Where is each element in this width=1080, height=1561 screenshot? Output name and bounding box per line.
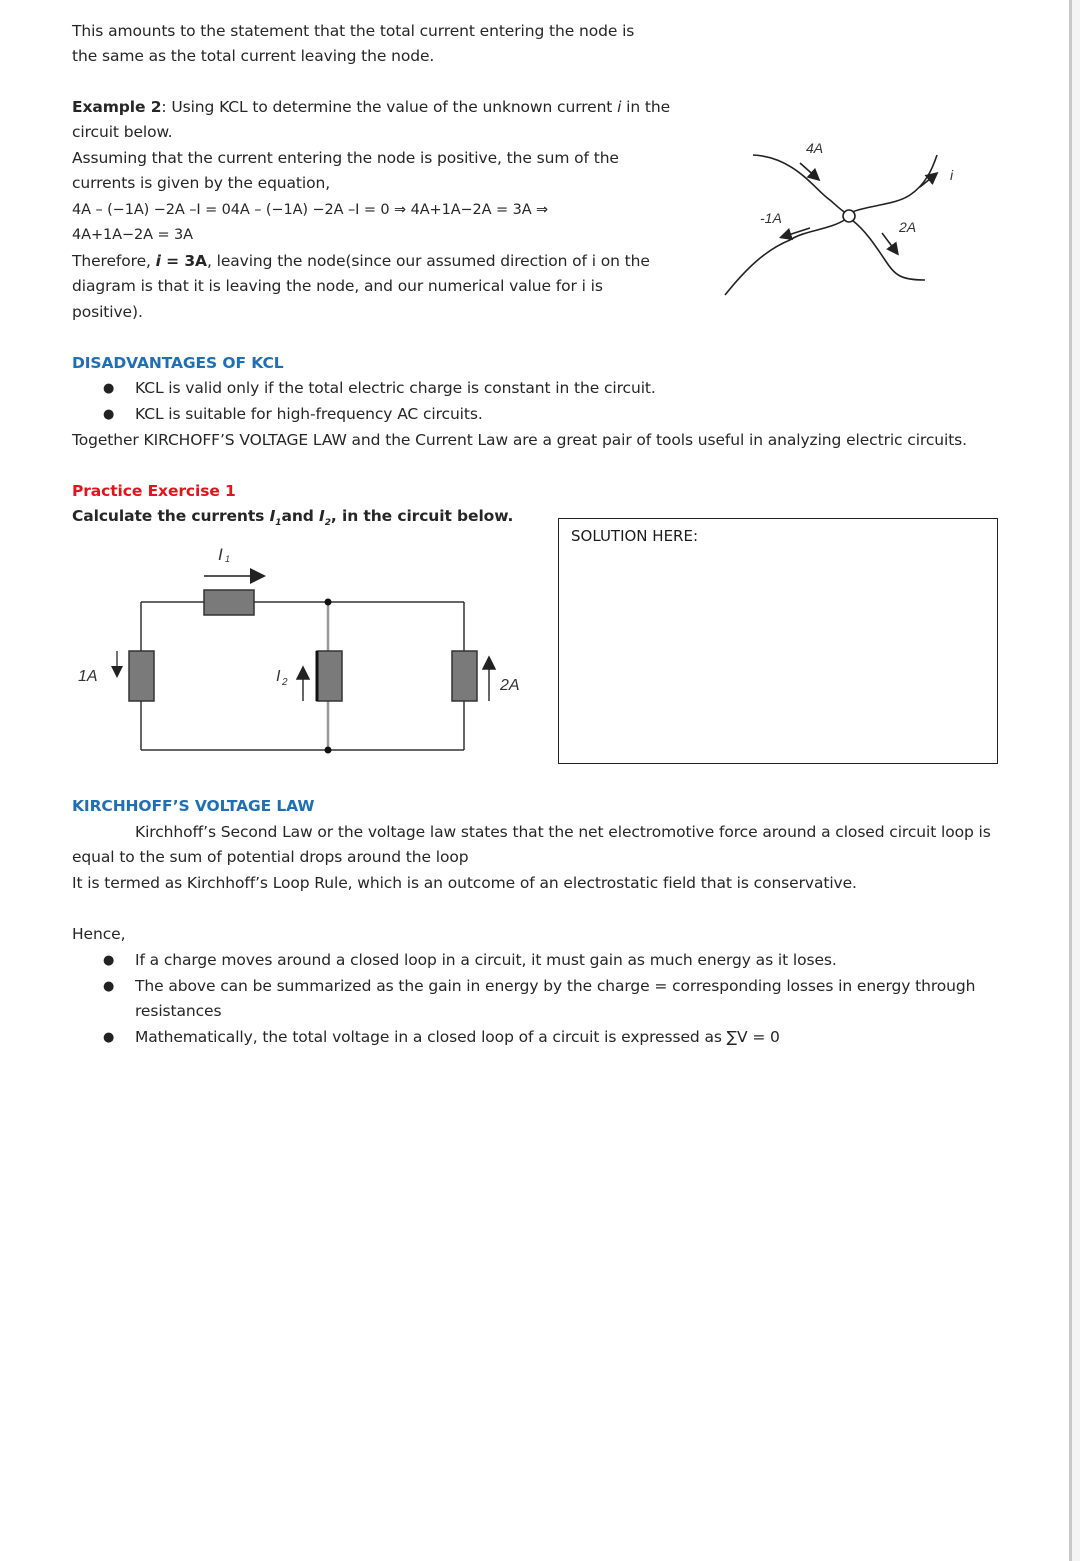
example2-heading: Example 2: Using KCL to determine the value of the unknown current i in the xyxy=(72,98,671,116)
junction-bottom-icon xyxy=(325,747,332,754)
kvl-item-1: If a charge moves around a closed loop in a circuit, it must gain as much energy as it loses. xyxy=(135,951,837,969)
label-1A: 1A xyxy=(78,668,98,685)
example2-label: Example 2 xyxy=(72,98,162,116)
variable-i: i xyxy=(617,98,622,116)
kvl-item-3: Mathematically, the total voltage in a closed loop of a circuit is expressed as ∑V = 0 xyxy=(135,1028,780,1046)
label-2A: 2A xyxy=(899,219,917,235)
kvl-para-line-2: equal to the sum of potential drops around the loop xyxy=(72,848,469,866)
therefore-line-2: diagram is that it is leaving the node, and our numerical value for i is xyxy=(72,277,603,295)
resistor-middle-icon xyxy=(317,651,342,701)
kcl-node-diagram xyxy=(720,135,970,305)
therefore-line-1: Therefore, i = 3A, leaving the node(since our assumed direction of i on the xyxy=(72,252,650,270)
solution-label: SOLUTION HERE: xyxy=(571,527,699,545)
label-I2-sub: 2 xyxy=(282,677,288,688)
equation-line-1: 4A – (−1A) −2A –I = 04A – (−1A) −2A –I = 0 ⇒ 4A+1A−2A = 3A ⇒ xyxy=(72,202,549,218)
kvl-para-line-1: Kirchhoff’s Second Law or the voltage law states that the net electromotive force around a closed circuit loop is xyxy=(135,823,991,841)
resistor-top-icon xyxy=(204,590,254,615)
intro-line-2: the same as the total current leaving the node. xyxy=(72,47,435,65)
kvl-item-2: The above can be summarized as the gain in energy by the charge = corresponding losses in energy through xyxy=(135,977,976,995)
assume-line-1: Assuming that the current entering the node is positive, the sum of the xyxy=(72,149,619,167)
disadvantage-item-2: KCL is suitable for high-frequency AC circuits. xyxy=(135,405,483,423)
equation-line-2: 4A+1A−2A = 3A xyxy=(72,227,193,243)
kvl-item-2-cont: resistances xyxy=(135,1002,222,1020)
practice-heading: Practice Exercise 1 xyxy=(72,482,236,500)
label-2A: 2A xyxy=(500,677,520,694)
together-line: Together KIRCHOFF’S VOLTAGE LAW and the Current Law are a great pair of tools useful in analyzing electric circuits. xyxy=(72,431,967,449)
bullet-icon: ● xyxy=(103,1030,115,1045)
label-I1: I xyxy=(218,545,223,564)
resistor-right-icon xyxy=(452,651,477,701)
label-minus-1A: -1A xyxy=(760,210,782,226)
variable-i-bold: i xyxy=(155,252,161,270)
label-4A: 4A xyxy=(806,140,824,156)
label-I1-sub: 1 xyxy=(225,554,231,564)
bullet-icon: ● xyxy=(103,407,115,422)
assume-line-2: currents is given by the equation, xyxy=(72,174,331,192)
bullet-icon: ● xyxy=(103,381,115,396)
kvl-heading: KIRCHHOFF’S VOLTAGE LAW xyxy=(72,797,315,815)
disadvantages-heading: DISADVANTAGES OF KCL xyxy=(72,354,284,372)
resistor-left-icon xyxy=(129,651,154,701)
label-i: i xyxy=(950,167,954,183)
node-junction-icon xyxy=(843,210,855,222)
label-I2: I xyxy=(276,668,281,685)
practice-prompt: Calculate the currents $I_1and$ $I_2$, in the circuit below. xyxy=(72,507,514,529)
intro-line-1: This amounts to the statement that the total current entering the node is xyxy=(72,22,635,40)
hence-label: Hence, xyxy=(72,925,126,943)
practice-circuit-diagram xyxy=(70,540,550,760)
solution-box[interactable] xyxy=(558,518,998,764)
disadvantage-item-1: KCL is valid only if the total electric charge is constant in the circuit. xyxy=(135,379,656,397)
therefore-line-3: positive). xyxy=(72,303,143,321)
bullet-icon: ● xyxy=(103,953,115,968)
page-gutter xyxy=(1072,0,1080,1561)
bullet-icon: ● xyxy=(103,979,115,994)
example2-heading-line2: circuit below. xyxy=(72,123,173,141)
kvl-para-line-3: It is termed as Kirchhoff’s Loop Rule, which is an outcome of an electrostatic field that is conservative. xyxy=(72,874,857,892)
junction-top-icon xyxy=(325,599,332,606)
